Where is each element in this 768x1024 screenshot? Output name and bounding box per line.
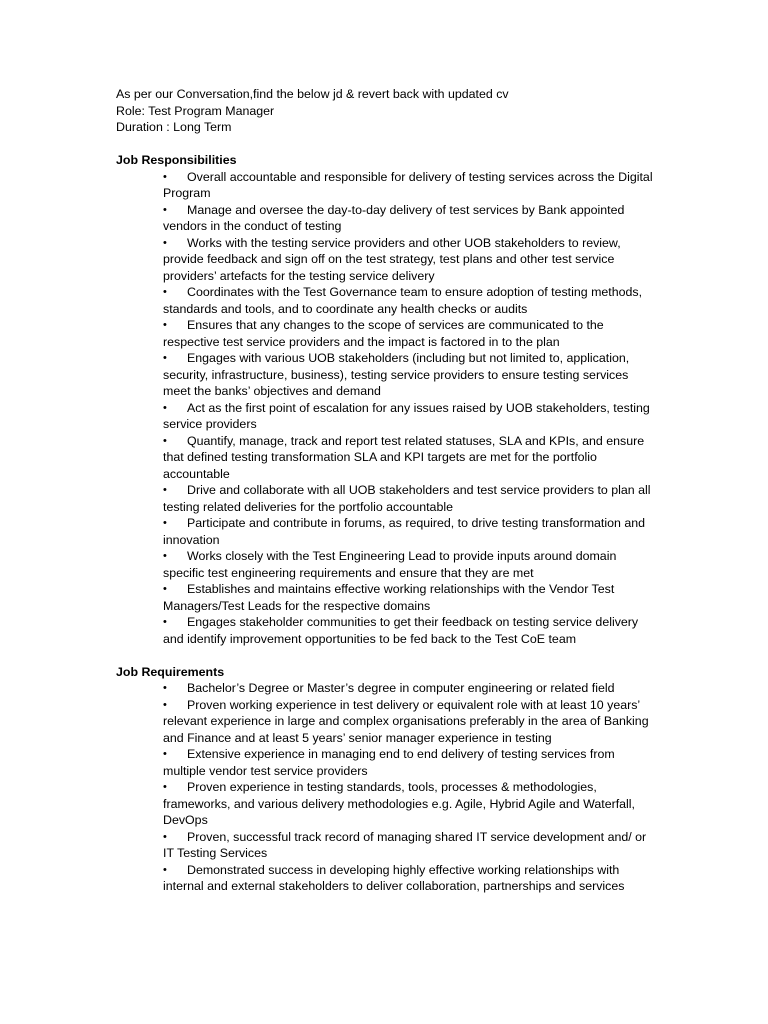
- list-item: [163, 548, 656, 581]
- list-item-text: Engages stakeholder communities to get their feedback on testing service delivery and identify improvement opportunities to be fed back to the Test CoE team: [163, 615, 639, 646]
- list-item-text: Proven working experience in test delivery or equivalent role with at least 10 years’ relevant experience in large and complex organisations preferably in the area of Banking and Finance and at least 5 years’ senior manager experience in testing: [163, 697, 649, 745]
- list-item-text: Establishes and maintains effective working relationships with the Vendor Test Managers/Test Leads for the respective domains: [163, 582, 615, 613]
- bullet-icon: •: [163, 550, 167, 562]
- list-item: [163, 433, 656, 483]
- bullet-icon: •: [163, 863, 167, 876]
- responsibilities-list: [116, 169, 656, 648]
- list-item-text: Participate and contribute in forums, as required, to drive testing transformation and innovation: [163, 516, 646, 547]
- list-item-text: Demonstrated success in developing highly effective working relationships with internal and external stakeholders to deliver collaboration, partnerships and services: [163, 862, 625, 893]
- bullet-icon: •: [163, 352, 167, 364]
- bullet-icon: •: [163, 203, 167, 216]
- bullet-icon: •: [163, 286, 167, 298]
- list-item: [163, 779, 656, 829]
- list-item: [163, 317, 656, 350]
- bullet-icon: •: [163, 583, 167, 595]
- list-item: [163, 581, 656, 614]
- list-item-text: Overall accountable and responsible for delivery of testing services across the Digital Program: [163, 169, 653, 200]
- list-item-text: Works closely with the Test Engineering Lead to provide inputs around domain specific test engineering requirements and ensure that they are met: [163, 549, 617, 580]
- list-item-text: Coordinates with the Test Governance team to ensure adoption of testing methods, standards and tools, and to coordinate any health checks or audits: [163, 285, 643, 316]
- list-item: [163, 829, 656, 862]
- list-item: [163, 862, 656, 895]
- bullet-icon: •: [163, 319, 167, 331]
- list-item-text: Quantify, manage, track and report test related statuses, SLA and KPIs, and ensure that defined testing transformation SLA and KPI targets are met for the portfolio accountable: [163, 433, 645, 481]
- list-item: [163, 746, 656, 779]
- list-item: [163, 350, 656, 400]
- bullet-icon: •: [163, 781, 167, 793]
- list-item-text: Ensures that any changes to the scope of services are communicated to the respective test service providers and the impact is factored in to the plan: [163, 318, 604, 349]
- list-item-text: Act as the first point of escalation for any issues raised by UOB stakeholders, testing service providers: [163, 400, 650, 431]
- list-item-text: Extensive experience in managing end to end delivery of testing services from multiple vendor test service providers: [163, 747, 615, 778]
- requirements-heading: Job Requirements: [116, 664, 225, 679]
- list-item-text: Drive and collaborate with all UOB stakeholders and test service providers to plan all testing related deliveries for the portfolio accountable: [163, 483, 651, 514]
- bullet-icon: •: [163, 434, 167, 447]
- list-item-text: Works with the testing service providers and other UOB stakeholders to review, provide feedback and sign off on the test strategy, test plans and other test service providers’ artefacts for the testing service delivery: [163, 235, 621, 283]
- role-line: Role: Test Program Manager: [116, 103, 275, 118]
- list-item: [163, 515, 656, 548]
- bullet-icon: •: [163, 682, 167, 694]
- list-item: [163, 284, 656, 317]
- document-page: [116, 86, 656, 895]
- list-item-text: Manage and oversee the day-to-day delivery of test services by Bank appointed vendors in the conduct of testing: [163, 202, 625, 233]
- responsibilities-section: [116, 152, 656, 647]
- bullet-icon: •: [163, 484, 167, 496]
- duration-line: Duration : Long Term: [116, 120, 232, 134]
- requirements-section: [116, 664, 656, 895]
- list-item: [163, 169, 656, 202]
- bullet-icon: •: [163, 698, 167, 711]
- list-item: [163, 400, 656, 433]
- list-item-text: Proven, successful track record of managing shared IT service development and/ or IT Testing Services: [163, 829, 647, 860]
- bullet-icon: •: [163, 236, 167, 249]
- list-item: [163, 697, 656, 747]
- bullet-icon: •: [163, 830, 167, 843]
- responsibilities-heading: Job Responsibilities: [116, 153, 237, 167]
- list-item: [163, 202, 656, 235]
- list-item-text: Engages with various UOB stakeholders (including but not limited to, application, security, infrastructure, business), testing service providers to ensure testing services meet the banks’ objectives and demand: [163, 351, 630, 398]
- list-item: [163, 614, 656, 647]
- requirements-list: [116, 680, 656, 895]
- list-item-text: Bachelor’s Degree or Master’s degree in computer engineering or related field: [187, 681, 615, 695]
- intro-message: As per our Conversation,find the below jd & revert back with updated cv: [116, 87, 509, 101]
- list-item: [163, 680, 656, 697]
- list-item: [163, 482, 656, 515]
- list-item-text: Proven experience in testing standards, tools, processes & methodologies, frameworks, and various delivery methodologies e.g. Agile, Hybrid Agile and Waterfall, DevOps: [163, 780, 635, 827]
- bullet-icon: •: [163, 517, 167, 529]
- bullet-icon: •: [163, 170, 167, 183]
- bullet-icon: •: [163, 401, 167, 414]
- bullet-icon: •: [163, 616, 167, 628]
- list-item: [163, 235, 656, 285]
- bullet-icon: •: [163, 748, 167, 760]
